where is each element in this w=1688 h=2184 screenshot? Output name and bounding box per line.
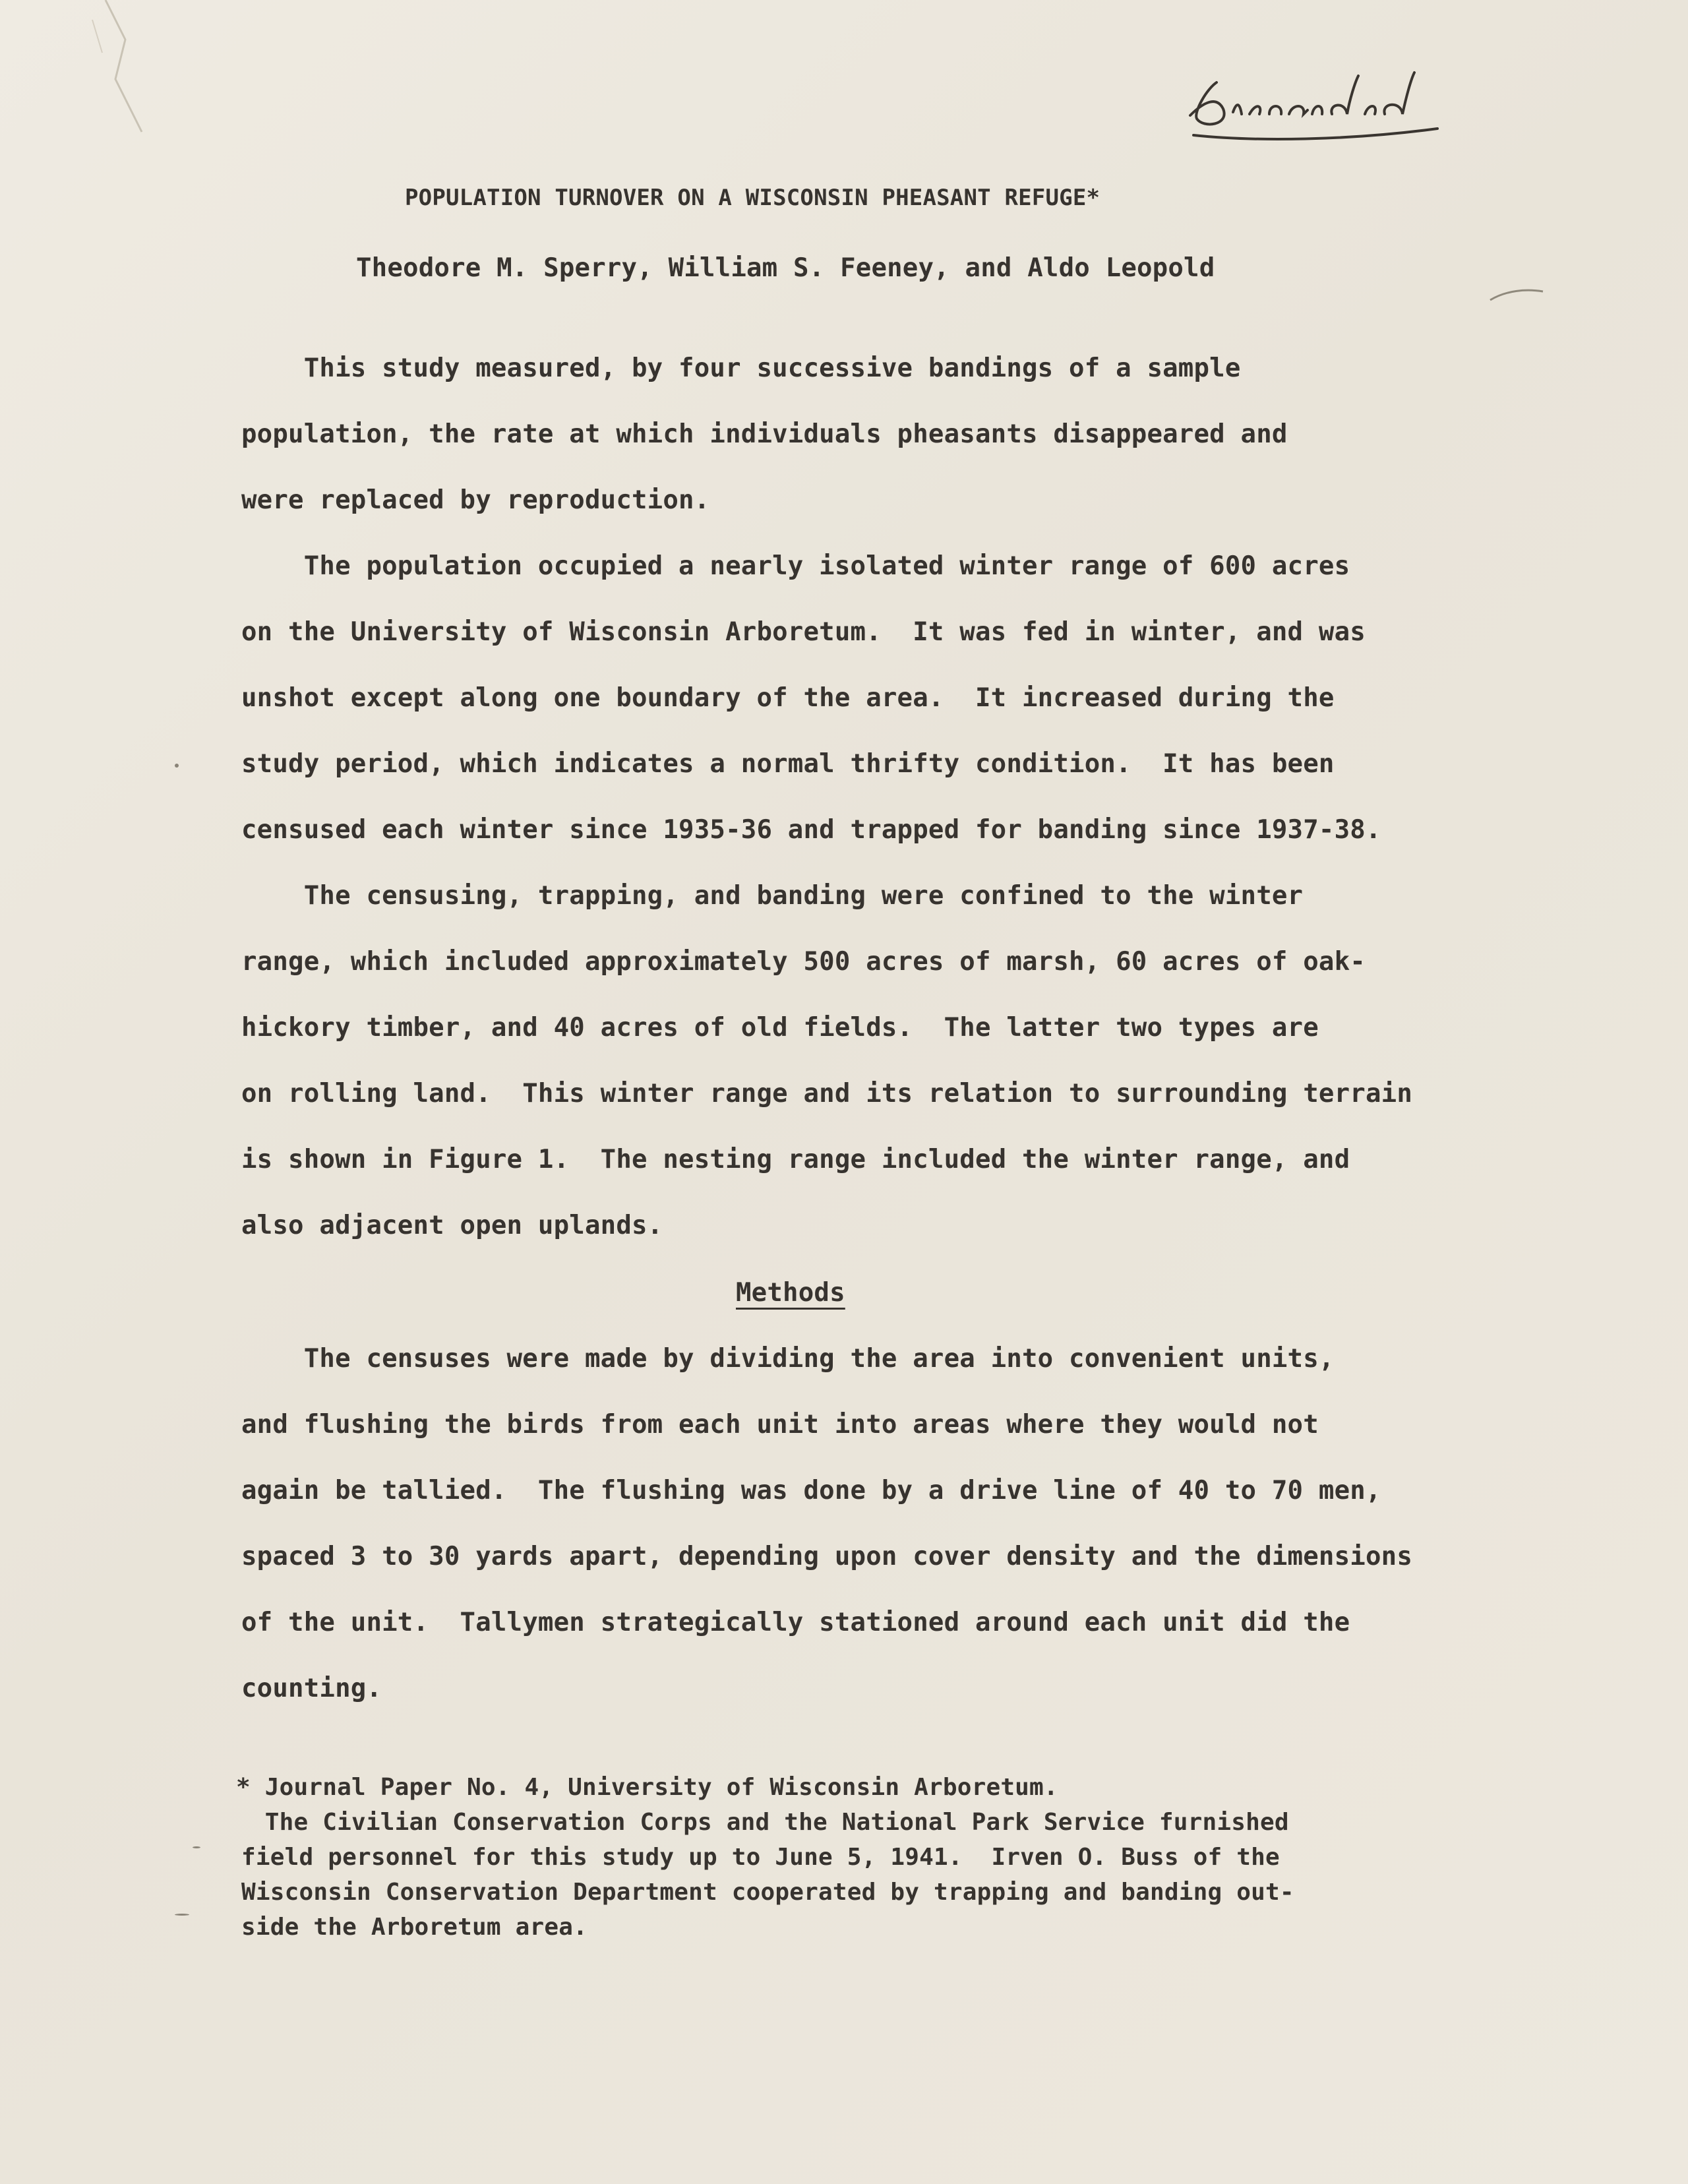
paragraph-line: The censusing, trapping, and banding were confined to the winter <box>241 881 1304 911</box>
paragraph-line: The population occupied a nearly isolated winter range of 600 acres <box>241 551 1350 581</box>
paragraph-line: also adjacent open uplands. <box>241 1211 663 1240</box>
paragraph-line: The censuses were made by dividing the area into convenient units, <box>241 1344 1335 1374</box>
footnote-line: side the Arboretum area. <box>241 1914 588 1941</box>
paragraph-line: is shown in Figure 1. The nesting range included the winter range, and <box>241 1145 1350 1174</box>
paragraph-line: were replaced by reproduction. <box>241 485 710 515</box>
ink-speck <box>193 1846 200 1848</box>
paragraph-line: hickory timber, and 40 acres of old fields. The latter two types are <box>241 1013 1319 1043</box>
paragraph-line: counting. <box>241 1674 382 1703</box>
ink-speck <box>175 1914 189 1916</box>
footnote-line: Wisconsin Conservation Department cooperated by trapping and banding out- <box>241 1879 1294 1906</box>
paragraph-line: of the unit. Tallymen strategically stationed around each unit did the <box>241 1608 1350 1637</box>
paragraph-line: on rolling land. This winter range and its relation to surrounding terrain <box>241 1079 1412 1108</box>
page-crease <box>79 0 185 158</box>
footnote-line: The Civilian Conservation Corps and the National Park Service furnished <box>236 1809 1289 1836</box>
paragraph-line: This study measured, by four successive bandings of a sample <box>241 353 1241 383</box>
paragraph-line: again be tallied. The flushing was done by a drive line of 40 to 70 men, <box>241 1476 1381 1505</box>
author-line: Theodore M. Sperry, William S. Feeney, and Aldo Leopold <box>356 253 1215 283</box>
paragraph-line: population, the rate at which individuals pheasants disappeared and <box>241 419 1288 449</box>
ink-speck <box>175 764 179 768</box>
paragraph-line: and flushing the birds from each unit into areas where they would not <box>241 1410 1319 1440</box>
paragraph-line: study period, which indicates a normal thrifty condition. It has been <box>241 749 1335 779</box>
section-heading-methods: Methods <box>736 1278 845 1308</box>
document-title: POPULATION TURNOVER ON A WISCONSIN PHEASANT REFUGE* <box>405 185 1100 211</box>
paragraph-line: spaced 3 to 30 yards apart, depending upon cover density and the dimensions <box>241 1542 1412 1571</box>
paragraph-line: unshot except along one boundary of the area. It increased during the <box>241 683 1335 713</box>
footnote-line: field personnel for this study up to June 5, 1941. Irven O. Buss of the <box>241 1844 1280 1871</box>
handwritten-discarded-mark <box>1177 63 1454 155</box>
margin-mark <box>1487 284 1546 310</box>
paragraph-line: range, which included approximately 500 acres of marsh, 60 acres of oak- <box>241 947 1366 977</box>
footnote-line: * Journal Paper No. 4, University of Wisconsin Arboretum. <box>236 1774 1058 1801</box>
paragraph-line: on the University of Wisconsin Arboretum. It was fed in winter, and was <box>241 617 1366 647</box>
paragraph-line: censused each winter since 1935-36 and trapped for banding since 1937-38. <box>241 815 1381 845</box>
